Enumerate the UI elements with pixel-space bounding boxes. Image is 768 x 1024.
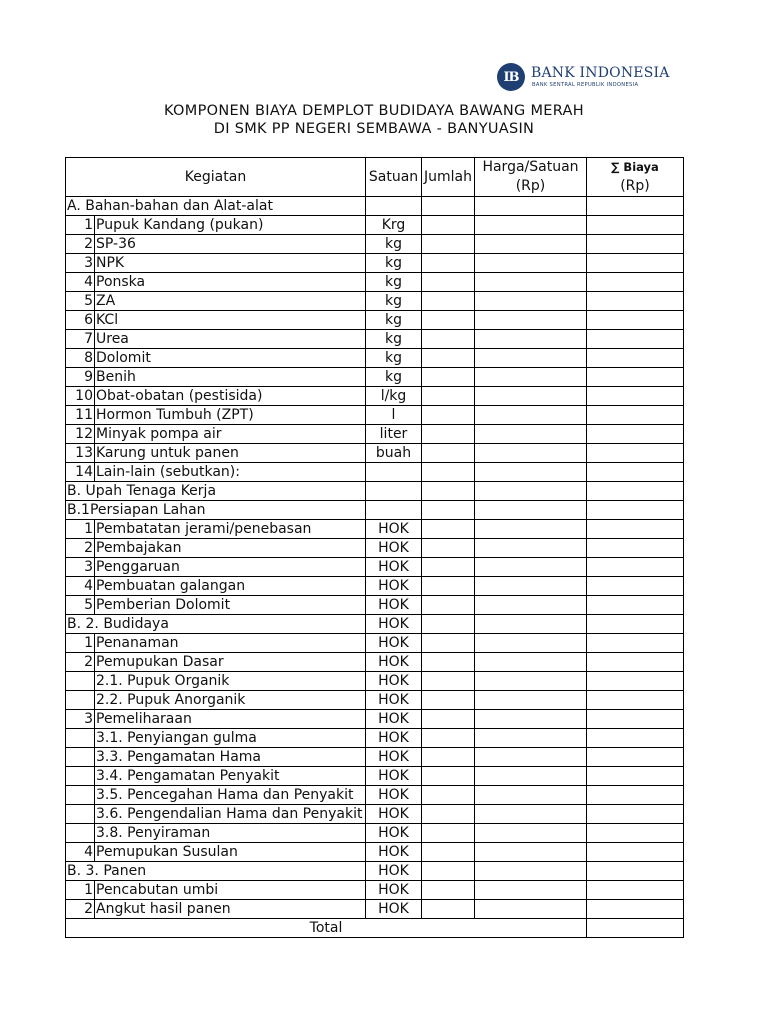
row-jumlah xyxy=(422,539,475,558)
row-harga-satuan xyxy=(475,520,587,539)
row-biaya xyxy=(587,653,684,672)
row-biaya xyxy=(587,273,684,292)
section-label: B. 3. Panen xyxy=(66,862,366,881)
row-satuan: HOK xyxy=(366,786,422,805)
row-satuan: kg xyxy=(366,292,422,311)
row-harga-satuan xyxy=(475,710,587,729)
document-title-line1: KOMPONEN BIAYA DEMPLOT BUDIDAYA BAWANG MERAH xyxy=(164,103,584,119)
row-biaya xyxy=(587,900,684,919)
row-satuan: l xyxy=(366,406,422,425)
row-jumlah xyxy=(422,292,475,311)
table-row xyxy=(66,387,684,406)
row-jumlah xyxy=(422,634,475,653)
header-harga-satuan xyxy=(475,158,587,197)
row-biaya xyxy=(587,387,684,406)
row-biaya xyxy=(587,748,684,767)
row-harga-satuan xyxy=(475,786,587,805)
row-kegiatan: Benih xyxy=(95,368,366,387)
header-kegiatan: Kegiatan xyxy=(66,158,366,197)
table-row xyxy=(66,843,684,862)
row-jumlah xyxy=(422,463,475,482)
row-harga-satuan xyxy=(475,729,587,748)
row-harga-satuan xyxy=(475,387,587,406)
row-harga-satuan xyxy=(475,767,587,786)
row-harga-satuan xyxy=(475,558,587,577)
row-harga-satuan xyxy=(475,843,587,862)
table-row xyxy=(66,729,684,748)
row-biaya xyxy=(587,767,684,786)
table-row xyxy=(66,292,684,311)
table-row xyxy=(66,273,684,292)
row-number: 4 xyxy=(66,273,95,292)
row-harga-satuan xyxy=(475,672,587,691)
header-biaya-line1: ∑ Biaya xyxy=(611,160,659,174)
row-kegiatan: Penanaman xyxy=(95,634,366,653)
row-kegiatan: Obat-obatan (pestisida) xyxy=(95,387,366,406)
row-biaya xyxy=(587,235,684,254)
row-harga-satuan xyxy=(475,900,587,919)
row-kegiatan: Pencabutan umbi xyxy=(95,881,366,900)
row-satuan: HOK xyxy=(366,539,422,558)
row-number: 4 xyxy=(66,843,95,862)
row-satuan: HOK xyxy=(366,767,422,786)
row-kegiatan: 3.8. Penyiraman xyxy=(95,824,366,843)
row-biaya xyxy=(587,501,684,520)
row-jumlah xyxy=(422,387,475,406)
header-harga-line2: (Rp) xyxy=(515,178,546,194)
row-harga-satuan xyxy=(475,349,587,368)
logo-subtitle: BANK SENTRAL REPUBLIK INDONESIA xyxy=(532,82,639,88)
row-number: 11 xyxy=(66,406,95,425)
row-kegiatan: Pembajakan xyxy=(95,539,366,558)
row-kegiatan: Urea xyxy=(95,330,366,349)
row-biaya xyxy=(587,824,684,843)
row-biaya xyxy=(587,254,684,273)
row-kegiatan: Karung untuk panen xyxy=(95,444,366,463)
row-jumlah xyxy=(422,900,475,919)
row-number xyxy=(66,691,95,710)
row-satuan xyxy=(366,463,422,482)
row-number xyxy=(66,767,95,786)
row-number xyxy=(66,786,95,805)
table-row xyxy=(66,349,684,368)
table-row xyxy=(66,653,684,672)
row-satuan: liter xyxy=(366,425,422,444)
table-row xyxy=(66,634,684,653)
row-kegiatan: 3.1. Penyiangan gulma xyxy=(95,729,366,748)
section-label: B.1Persiapan Lahan xyxy=(66,501,366,520)
row-kegiatan: 3.4. Pengamatan Penyakit xyxy=(95,767,366,786)
row-satuan: l/kg xyxy=(366,387,422,406)
row-jumlah xyxy=(422,273,475,292)
row-number: 1 xyxy=(66,216,95,235)
row-harga-satuan xyxy=(475,653,587,672)
table-row xyxy=(66,482,684,501)
row-satuan: HOK xyxy=(366,520,422,539)
row-harga-satuan xyxy=(475,501,587,520)
row-jumlah xyxy=(422,862,475,881)
row-biaya xyxy=(587,520,684,539)
row-harga-satuan xyxy=(475,634,587,653)
row-jumlah xyxy=(422,425,475,444)
row-harga-satuan xyxy=(475,273,587,292)
row-jumlah xyxy=(422,254,475,273)
table-row xyxy=(66,596,684,615)
row-biaya xyxy=(587,463,684,482)
row-number: 2 xyxy=(66,900,95,919)
row-jumlah xyxy=(422,748,475,767)
row-kegiatan: Pemberian Dolomit xyxy=(95,596,366,615)
row-jumlah xyxy=(422,672,475,691)
row-jumlah xyxy=(422,235,475,254)
row-jumlah xyxy=(422,710,475,729)
row-harga-satuan xyxy=(475,824,587,843)
row-biaya xyxy=(587,862,684,881)
row-kegiatan: Dolomit xyxy=(95,349,366,368)
bank-indonesia-logo xyxy=(497,63,677,93)
logo-name: BANK INDONESIA xyxy=(531,65,670,81)
row-number: 13 xyxy=(66,444,95,463)
row-biaya xyxy=(587,330,684,349)
row-number xyxy=(66,672,95,691)
row-kegiatan: NPK xyxy=(95,254,366,273)
row-harga-satuan xyxy=(475,197,587,216)
row-satuan xyxy=(366,197,422,216)
row-biaya xyxy=(587,881,684,900)
table-row xyxy=(66,691,684,710)
row-satuan: HOK xyxy=(366,615,422,634)
table-row xyxy=(66,615,684,634)
row-jumlah xyxy=(422,577,475,596)
row-satuan: HOK xyxy=(366,672,422,691)
row-jumlah xyxy=(422,520,475,539)
row-harga-satuan xyxy=(475,444,587,463)
total-biaya xyxy=(587,919,684,938)
row-kegiatan: Pembatatan jerami/penebasan xyxy=(95,520,366,539)
row-satuan: HOK xyxy=(366,748,422,767)
row-number: 2 xyxy=(66,235,95,254)
row-kegiatan: Angkut hasil panen xyxy=(95,900,366,919)
row-harga-satuan xyxy=(475,691,587,710)
row-satuan: HOK xyxy=(366,843,422,862)
row-number: 1 xyxy=(66,520,95,539)
row-kegiatan: Pembuatan galangan xyxy=(95,577,366,596)
row-number: 12 xyxy=(66,425,95,444)
row-number: 1 xyxy=(66,634,95,653)
row-biaya xyxy=(587,710,684,729)
section-label: B. Upah Tenaga Kerja xyxy=(66,482,366,501)
row-jumlah xyxy=(422,843,475,862)
table-row xyxy=(66,900,684,919)
row-satuan: kg xyxy=(366,273,422,292)
row-jumlah xyxy=(422,330,475,349)
row-jumlah xyxy=(422,824,475,843)
row-kegiatan: 3.5. Pencegahan Hama dan Penyakit xyxy=(95,786,366,805)
row-jumlah xyxy=(422,805,475,824)
row-jumlah xyxy=(422,615,475,634)
table-row xyxy=(66,216,684,235)
row-satuan: HOK xyxy=(366,691,422,710)
row-jumlah xyxy=(422,767,475,786)
table-row xyxy=(66,501,684,520)
row-satuan: HOK xyxy=(366,881,422,900)
row-jumlah xyxy=(422,729,475,748)
row-satuan: HOK xyxy=(366,577,422,596)
row-satuan: HOK xyxy=(366,653,422,672)
row-biaya xyxy=(587,216,684,235)
row-kegiatan: 3.6. Pengendalian Hama dan Penyakit xyxy=(95,805,366,824)
header-harga-line1: Harga/Satuan xyxy=(482,159,579,175)
row-number: 4 xyxy=(66,577,95,596)
row-satuan: HOK xyxy=(366,729,422,748)
row-jumlah xyxy=(422,406,475,425)
row-harga-satuan xyxy=(475,596,587,615)
row-kegiatan: 3.3. Pengamatan Hama xyxy=(95,748,366,767)
row-biaya xyxy=(587,577,684,596)
table-row xyxy=(66,539,684,558)
row-number: 5 xyxy=(66,596,95,615)
row-number: 8 xyxy=(66,349,95,368)
table-row xyxy=(66,197,684,216)
row-harga-satuan xyxy=(475,482,587,501)
row-satuan: HOK xyxy=(366,596,422,615)
header-satuan: Satuan xyxy=(366,158,422,197)
table-header-row xyxy=(66,158,684,197)
row-harga-satuan xyxy=(475,539,587,558)
row-satuan xyxy=(366,482,422,501)
section-label: A. Bahan-bahan dan Alat-alat xyxy=(66,197,366,216)
row-jumlah xyxy=(422,653,475,672)
table-row xyxy=(66,786,684,805)
row-harga-satuan xyxy=(475,235,587,254)
row-biaya xyxy=(587,729,684,748)
header-jumlah: Jumlah xyxy=(422,158,475,197)
row-harga-satuan xyxy=(475,406,587,425)
row-biaya xyxy=(587,558,684,577)
row-jumlah xyxy=(422,881,475,900)
total-row xyxy=(66,919,684,938)
row-jumlah xyxy=(422,311,475,330)
row-jumlah xyxy=(422,691,475,710)
bank-indonesia-emblem-icon: IB xyxy=(497,63,525,91)
row-satuan: HOK xyxy=(366,900,422,919)
row-kegiatan: Pemupukan Dasar xyxy=(95,653,366,672)
row-jumlah xyxy=(422,368,475,387)
table-row xyxy=(66,710,684,729)
row-satuan: kg xyxy=(366,311,422,330)
row-biaya xyxy=(587,691,684,710)
row-jumlah xyxy=(422,349,475,368)
row-harga-satuan xyxy=(475,805,587,824)
row-kegiatan: Penggaruan xyxy=(95,558,366,577)
row-satuan: kg xyxy=(366,349,422,368)
cost-table-body xyxy=(66,158,684,938)
table-row xyxy=(66,520,684,539)
row-biaya xyxy=(587,672,684,691)
row-number xyxy=(66,824,95,843)
row-biaya xyxy=(587,539,684,558)
row-jumlah xyxy=(422,558,475,577)
row-biaya xyxy=(587,843,684,862)
row-kegiatan: Hormon Tumbuh (ZPT) xyxy=(95,406,366,425)
row-harga-satuan xyxy=(475,368,587,387)
row-jumlah xyxy=(422,786,475,805)
row-satuan: kg xyxy=(366,235,422,254)
row-kegiatan: Lain-lain (sebutkan): xyxy=(95,463,366,482)
row-harga-satuan xyxy=(475,425,587,444)
row-biaya xyxy=(587,615,684,634)
row-kegiatan: Pupuk Kandang (pukan) xyxy=(95,216,366,235)
row-harga-satuan xyxy=(475,748,587,767)
row-satuan: HOK xyxy=(366,710,422,729)
row-jumlah xyxy=(422,444,475,463)
table-row xyxy=(66,368,684,387)
table-row xyxy=(66,425,684,444)
row-kegiatan: Ponska xyxy=(95,273,366,292)
row-satuan: buah xyxy=(366,444,422,463)
table-row xyxy=(66,824,684,843)
row-number: 6 xyxy=(66,311,95,330)
row-number xyxy=(66,748,95,767)
row-number: 14 xyxy=(66,463,95,482)
row-harga-satuan xyxy=(475,881,587,900)
table-row xyxy=(66,862,684,881)
row-number: 3 xyxy=(66,254,95,273)
row-satuan: Krg xyxy=(366,216,422,235)
row-biaya xyxy=(587,634,684,653)
table-row xyxy=(66,330,684,349)
row-satuan: kg xyxy=(366,254,422,273)
row-number: 2 xyxy=(66,653,95,672)
row-jumlah xyxy=(422,197,475,216)
table-row xyxy=(66,558,684,577)
row-kegiatan: 2.2. Pupuk Anorganik xyxy=(95,691,366,710)
row-biaya xyxy=(587,368,684,387)
table-row xyxy=(66,577,684,596)
row-biaya xyxy=(587,406,684,425)
section-label: B. 2. Budidaya xyxy=(66,615,366,634)
row-kegiatan: Minyak pompa air xyxy=(95,425,366,444)
row-satuan: HOK xyxy=(366,558,422,577)
table-row xyxy=(66,881,684,900)
row-number: 10 xyxy=(66,387,95,406)
table-row xyxy=(66,254,684,273)
table-row xyxy=(66,748,684,767)
row-biaya xyxy=(587,786,684,805)
row-number xyxy=(66,729,95,748)
document-title-line2: DI SMK PP NEGERI SEMBAWA - BANYUASIN xyxy=(213,121,535,137)
row-jumlah xyxy=(422,501,475,520)
table-row xyxy=(66,672,684,691)
row-harga-satuan xyxy=(475,292,587,311)
row-satuan: HOK xyxy=(366,634,422,653)
cost-table xyxy=(65,157,684,938)
row-harga-satuan xyxy=(475,311,587,330)
row-number: 5 xyxy=(66,292,95,311)
table-row xyxy=(66,406,684,425)
row-biaya xyxy=(587,349,684,368)
row-biaya xyxy=(587,425,684,444)
row-kegiatan: SP-36 xyxy=(95,235,366,254)
row-number: 1 xyxy=(66,881,95,900)
total-label: Total xyxy=(66,919,587,938)
row-number xyxy=(66,805,95,824)
table-row xyxy=(66,311,684,330)
row-kegiatan: Pemupukan Susulan xyxy=(95,843,366,862)
row-harga-satuan xyxy=(475,254,587,273)
row-harga-satuan xyxy=(475,577,587,596)
row-harga-satuan xyxy=(475,330,587,349)
row-satuan xyxy=(366,501,422,520)
row-number: 3 xyxy=(66,710,95,729)
row-kegiatan: Pemeliharaan xyxy=(95,710,366,729)
row-harga-satuan xyxy=(475,463,587,482)
row-satuan: kg xyxy=(366,368,422,387)
row-jumlah xyxy=(422,216,475,235)
table-row xyxy=(66,463,684,482)
row-harga-satuan xyxy=(475,862,587,881)
row-satuan: HOK xyxy=(366,805,422,824)
row-number: 7 xyxy=(66,330,95,349)
header-biaya xyxy=(587,158,684,197)
row-biaya xyxy=(587,197,684,216)
row-biaya xyxy=(587,292,684,311)
table-row xyxy=(66,805,684,824)
row-biaya xyxy=(587,596,684,615)
row-number: 3 xyxy=(66,558,95,577)
row-number: 9 xyxy=(66,368,95,387)
header-biaya-line2: (Rp) xyxy=(620,178,650,194)
table-row xyxy=(66,235,684,254)
table-row xyxy=(66,767,684,786)
row-harga-satuan xyxy=(475,216,587,235)
row-biaya xyxy=(587,805,684,824)
row-kegiatan: ZA xyxy=(95,292,366,311)
row-kegiatan: KCl xyxy=(95,311,366,330)
row-kegiatan: 2.1. Pupuk Organik xyxy=(95,672,366,691)
row-jumlah xyxy=(422,482,475,501)
row-number: 2 xyxy=(66,539,95,558)
row-satuan: HOK xyxy=(366,824,422,843)
row-satuan: kg xyxy=(366,330,422,349)
row-biaya xyxy=(587,311,684,330)
row-harga-satuan xyxy=(475,615,587,634)
row-biaya xyxy=(587,444,684,463)
table-row xyxy=(66,444,684,463)
row-biaya xyxy=(587,482,684,501)
row-jumlah xyxy=(422,596,475,615)
row-satuan: HOK xyxy=(366,862,422,881)
